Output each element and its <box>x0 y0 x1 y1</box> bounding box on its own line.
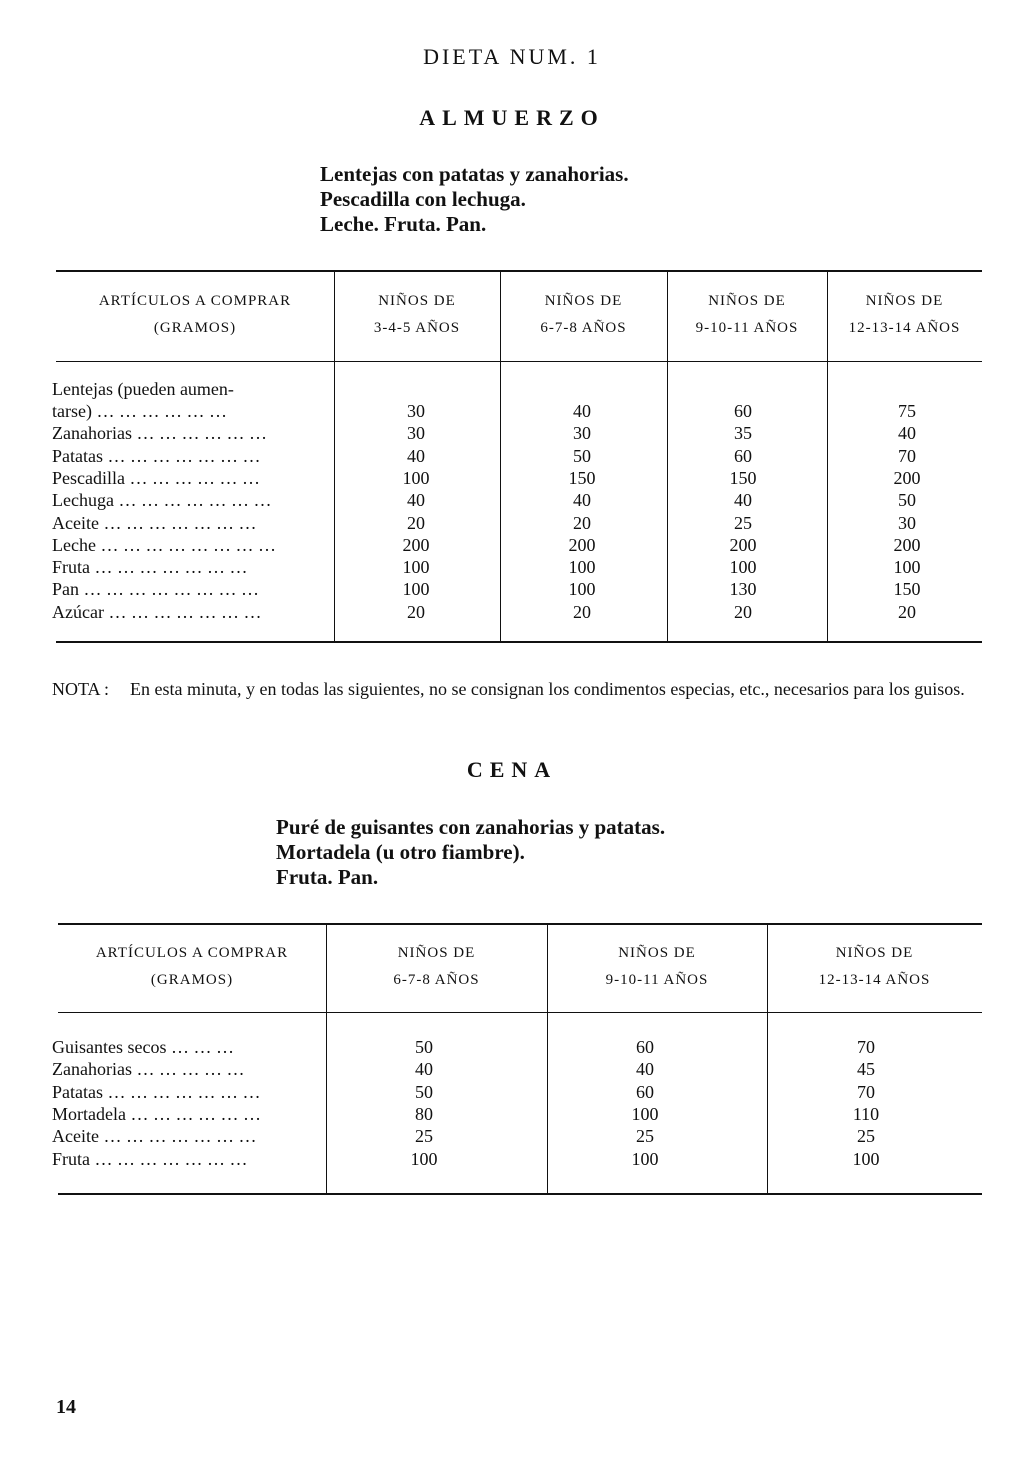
table-row <box>0 445 1024 467</box>
cell-value: 100 <box>893 557 921 578</box>
cell-value: 100 <box>852 1148 880 1169</box>
row-label: Zanahorias … … … … … … <box>52 423 267 444</box>
cell-value: 100 <box>729 557 757 578</box>
table-rule <box>56 641 982 643</box>
table-row <box>0 1103 1024 1125</box>
table-row <box>0 1125 1024 1147</box>
column-header-age: NIÑOS DE 12-13-14 AÑOS <box>818 945 931 988</box>
table-row <box>0 512 1024 534</box>
cell-value: 30 <box>573 423 591 444</box>
column-header-age: NIÑOS DE 9-10-11 AÑOS <box>605 945 709 988</box>
cell-value: 200 <box>893 467 921 488</box>
column-header-age: NIÑOS DE 6-7-8 AÑOS <box>540 293 627 336</box>
cell-value: 60 <box>734 401 752 421</box>
almuerzo-menu <box>320 162 629 237</box>
row-label: Lentejas (pueden aumen- <box>52 379 234 399</box>
cell-value: 40 <box>898 423 916 444</box>
cell-value: 40 <box>573 401 591 421</box>
cell-value: 50 <box>898 490 916 511</box>
cell-value: 40 <box>734 490 752 511</box>
page-title: DIETA NUM. 1 <box>423 44 601 69</box>
cell-value: 40 <box>415 1059 433 1080</box>
row-label: tarse) … … … … … … <box>52 401 227 421</box>
note-text: En esta minuta, y en todas las siguientes, no se consignan los condimentos especias, etc., necesarios para los guisos. <box>130 679 965 699</box>
cell-value: 100 <box>402 467 430 488</box>
column-header-age: NIÑOS DE 12-13-14 AÑOS <box>848 293 961 336</box>
row-label: Zanahorias … … … … … <box>52 1059 245 1080</box>
menu-line: Mortadela (u otro fiambre). <box>276 840 525 864</box>
table-row <box>0 601 1024 623</box>
cell-value: 30 <box>898 512 916 533</box>
cell-value: 25 <box>734 512 752 533</box>
column-header-age: NIÑOS DE 3-4-5 AÑOS <box>373 293 461 336</box>
table-row <box>0 1058 1024 1080</box>
cell-value: 20 <box>573 601 591 622</box>
table-row <box>0 422 1024 444</box>
table-row <box>0 400 1024 422</box>
column-header-age: NIÑOS DE 9-10-11 AÑOS <box>695 293 799 336</box>
cena-menu <box>276 815 665 890</box>
table-rule <box>58 1012 982 1013</box>
row-label: Azúcar … … … … … … … <box>52 601 262 622</box>
column-header-articles: ARTÍCULOS A COMPRAR (GRAMOS) <box>98 293 292 336</box>
cell-value: 200 <box>568 534 596 555</box>
table-row <box>0 534 1024 556</box>
cell-value: 20 <box>573 512 591 533</box>
cell-value: 20 <box>407 601 425 622</box>
cell-value: 40 <box>407 490 425 511</box>
row-label: Mortadela … … … … … … <box>52 1103 261 1124</box>
cell-value: 30 <box>407 401 425 421</box>
row-label: Pan … … … … … … … … <box>52 579 259 600</box>
cell-value: 100 <box>631 1148 659 1169</box>
cell-value: 40 <box>636 1059 654 1080</box>
table-rule <box>56 361 982 362</box>
cell-value: 50 <box>415 1081 433 1102</box>
table-rule <box>58 1193 982 1195</box>
cena-heading: CENA <box>466 757 558 782</box>
table-row <box>0 378 1024 400</box>
column-header-articles: ARTÍCULOS A COMPRAR (GRAMOS) <box>95 945 289 988</box>
cell-value: 35 <box>734 423 752 444</box>
row-label: Leche … … … … … … … … <box>52 534 276 555</box>
cell-value: 50 <box>573 445 591 466</box>
cell-value: 20 <box>734 601 752 622</box>
row-label: Fruta … … … … … … … <box>52 1148 248 1169</box>
cell-value: 50 <box>415 1037 433 1057</box>
cell-value: 150 <box>568 467 596 488</box>
table-row <box>0 1036 1024 1058</box>
cell-value: 100 <box>631 1103 659 1124</box>
cell-value: 40 <box>573 490 591 511</box>
cell-value: 100 <box>568 557 596 578</box>
table-rule <box>56 270 982 272</box>
table-row <box>0 578 1024 600</box>
cell-value: 25 <box>636 1126 654 1147</box>
cell-value: 70 <box>898 445 916 466</box>
cell-value: 45 <box>857 1059 875 1080</box>
cell-value: 100 <box>568 579 596 600</box>
table-row <box>0 489 1024 511</box>
cell-value: 25 <box>415 1126 433 1147</box>
menu-line: Fruta. Pan. <box>276 865 379 889</box>
table-row <box>0 556 1024 578</box>
cell-value: 30 <box>407 423 425 444</box>
cell-value: 200 <box>402 534 430 555</box>
cell-value: 200 <box>729 534 757 555</box>
menu-line: Pescadilla con lechuga. <box>320 187 526 211</box>
row-label: Pescadilla … … … … … … <box>52 467 260 488</box>
table-rule <box>58 923 982 925</box>
cell-value: 100 <box>402 557 430 578</box>
cell-value: 150 <box>893 579 921 600</box>
cell-value: 110 <box>852 1103 880 1124</box>
cell-value: 60 <box>636 1081 654 1102</box>
row-label: Aceite … … … … … … … <box>52 1126 257 1147</box>
cell-value: 25 <box>857 1126 875 1147</box>
column-header-age: NIÑOS DE 6-7-8 AÑOS <box>393 945 480 988</box>
menu-line: Lentejas con patatas y zanahorias. <box>320 162 629 186</box>
menu-line: Puré de guisantes con zanahorias y patatas. <box>276 815 666 839</box>
table-row <box>0 1148 1024 1170</box>
cell-value: 20 <box>407 512 425 533</box>
cell-value: 200 <box>893 534 921 555</box>
note-label: NOTA : <box>52 679 110 699</box>
cell-value: 60 <box>636 1037 654 1057</box>
cell-value: 75 <box>898 401 916 421</box>
row-label: Patatas … … … … … … … <box>52 1081 261 1102</box>
menu-line: Leche. Fruta. Pan. <box>320 212 487 236</box>
cell-value: 70 <box>857 1081 875 1102</box>
row-label: Patatas … … … … … … … <box>52 445 261 466</box>
row-label: Fruta … … … … … … … <box>52 557 248 578</box>
cell-value: 100 <box>410 1148 438 1169</box>
row-label: Aceite … … … … … … … <box>52 512 257 533</box>
cell-value: 150 <box>729 467 757 488</box>
page-number: 14 <box>56 1396 76 1418</box>
cell-value: 60 <box>734 445 752 466</box>
table-row <box>0 1081 1024 1103</box>
cell-value: 40 <box>407 445 425 466</box>
cell-value: 80 <box>415 1103 433 1124</box>
row-label: Guisantes secos … … … <box>52 1037 234 1057</box>
cell-value: 100 <box>402 579 430 600</box>
row-label: Lechuga … … … … … … … <box>52 490 272 511</box>
almuerzo-heading: ALMUERZO <box>419 105 605 130</box>
cell-value: 20 <box>898 601 916 622</box>
cell-value: 130 <box>729 579 757 600</box>
cell-value: 70 <box>857 1037 875 1057</box>
table-row <box>0 467 1024 489</box>
